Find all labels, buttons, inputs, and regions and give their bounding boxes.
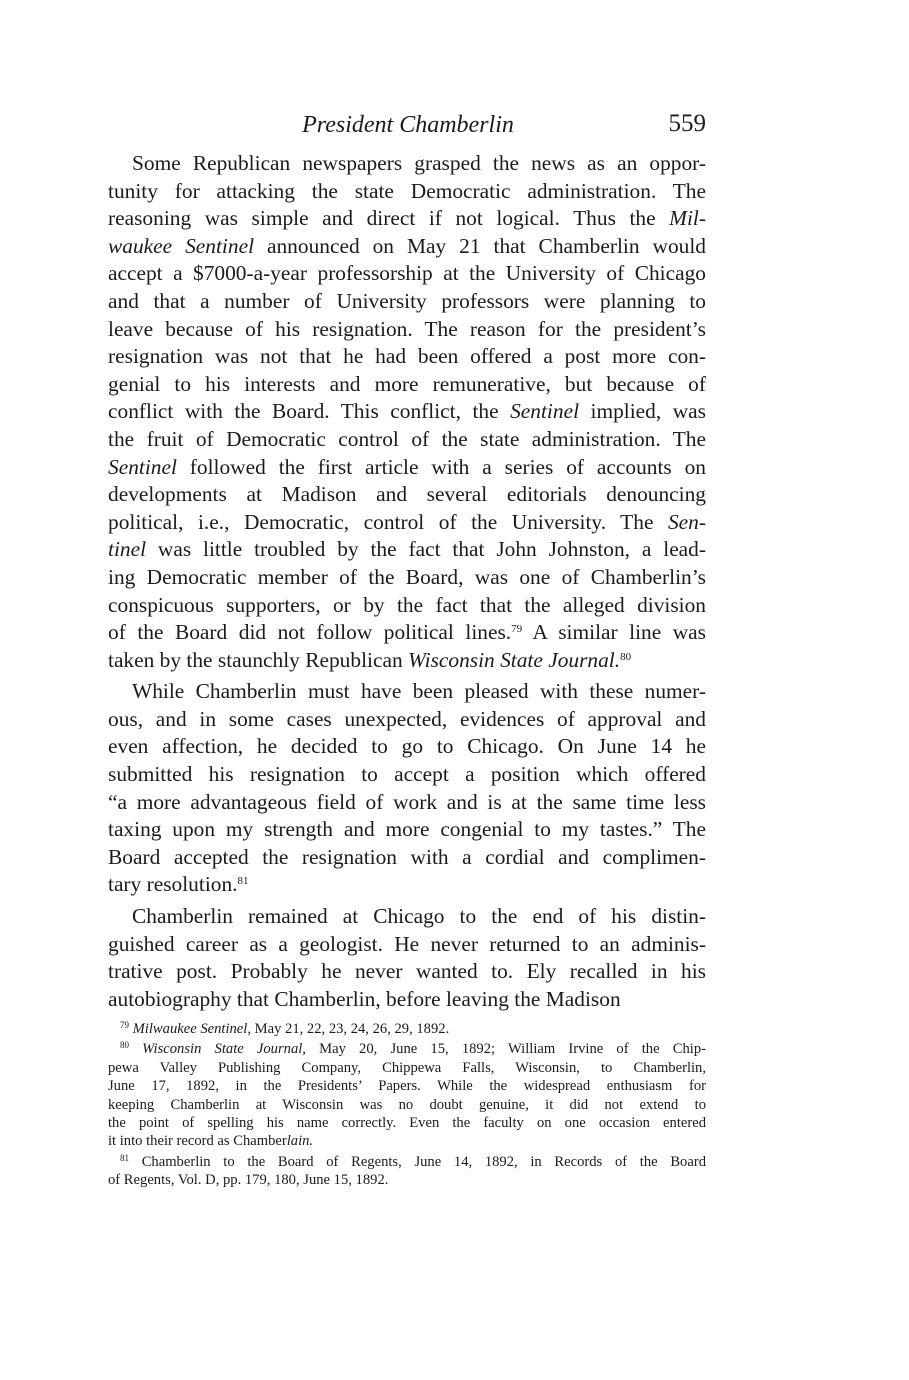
text-line	[108, 647, 706, 675]
text-line	[108, 871, 706, 899]
text-run: conspicuous supporters, or by the fact that the alleged division	[108, 592, 706, 617]
text-run: developments at Madison and several editorials denouncing	[108, 482, 706, 507]
text-run: keeping Chamberlin at Wisconsin was no doubt genuine, it did not extend to	[108, 1096, 706, 1113]
paragraph	[108, 903, 706, 1013]
text-line	[108, 844, 706, 872]
text-line	[108, 178, 706, 206]
text-line	[108, 536, 706, 564]
italic-text: lain.	[286, 1133, 314, 1150]
footnote-line	[108, 1040, 706, 1058]
text-run: autobiography that Chamberlin, before leaving the Madison	[108, 986, 621, 1011]
text-run: reasoning was simple and direct if not logical. Thus the	[108, 206, 670, 231]
text-run: political, i.e., Democratic, control of the University. The	[108, 509, 668, 534]
text-run: tunity for attacking the state Democratic administration. The	[108, 178, 706, 203]
text-run: genial to his interests and more remunerative, but because of	[108, 371, 706, 396]
text-line	[108, 233, 706, 261]
text-run: Chamberlin remained at Chicago to the end of his distin-	[132, 904, 706, 929]
text-line	[108, 592, 706, 620]
italic-text: Sentinel	[108, 454, 177, 479]
text-run: of Regents, Vol. D, pp. 179, 180, June 15, 1892.	[108, 1172, 389, 1189]
text-run: May 21, 22, 23, 24, 26, 29, 1892.	[250, 1021, 450, 1037]
text-line	[108, 343, 706, 371]
text-line	[108, 733, 706, 761]
text-run: resignation was not that he had been offered a post more con-	[108, 344, 706, 369]
text-run: ous, and in some cases unexpected, evidences of approval and	[108, 706, 706, 731]
note-reference: 81	[237, 875, 249, 888]
text-line	[108, 398, 706, 426]
text-run: accept a $7000-a-year professorship at the University of Chicago	[108, 261, 706, 286]
text-line	[108, 509, 706, 537]
text-run: Board accepted the resignation with a cordial and complimen-	[108, 844, 706, 869]
italic-text: Wisconsin State Journal,	[129, 1041, 306, 1058]
text-run: of the Board did not follow political lines.	[108, 620, 512, 645]
text-run: implied, was	[579, 399, 706, 424]
running-head	[108, 110, 708, 144]
page-number: 559	[668, 110, 706, 137]
text-line	[108, 426, 706, 454]
text-run: While Chamberlin must have been pleased with these numer-	[132, 679, 706, 704]
footnote-line	[108, 1096, 706, 1114]
text-line	[108, 481, 706, 509]
footnote-line	[108, 1020, 706, 1038]
text-run: pewa Valley Publishing Company, Chippewa Falls, Wisconsin, to Chamberlin,	[108, 1059, 706, 1076]
footnote-line	[108, 1171, 706, 1189]
text-run: announced on May 21 that Chamberlin would	[254, 233, 706, 258]
footnote-line	[108, 1153, 706, 1171]
text-line	[108, 150, 706, 178]
text-run: tary resolution.	[108, 872, 238, 897]
note-reference: 79	[120, 1020, 129, 1030]
text-run: even affection, he decided to go to Chicago. On June 14 he	[108, 734, 706, 759]
paragraph	[108, 678, 706, 899]
text-run: submitted his resignation to accept a position which offered	[108, 762, 706, 787]
text-run: followed the first article with a series of accounts on	[176, 454, 706, 479]
text-line	[108, 371, 706, 399]
italic-text: Sen-	[667, 509, 706, 534]
text-line	[108, 816, 706, 844]
text-line	[108, 260, 706, 288]
text-line	[108, 958, 706, 986]
note-reference: 81	[120, 1152, 129, 1163]
text-line	[108, 903, 706, 931]
footnote	[108, 1020, 706, 1038]
text-run: trative post. Probably he never wanted to. Ely recalled in his	[108, 959, 706, 984]
text-line	[108, 619, 706, 647]
footnote-line	[108, 1077, 706, 1095]
text-line	[108, 205, 706, 233]
footnote	[108, 1153, 706, 1190]
text-run: it into their record as Chamber	[108, 1133, 287, 1150]
text-run: guished career as a geologist. He never returned to an adminis-	[108, 931, 706, 956]
text-line	[108, 454, 706, 482]
text-run: A similar line was	[522, 620, 706, 645]
footnote	[108, 1040, 706, 1150]
text-run: and that a number of University professors were planning to	[108, 288, 706, 313]
italic-text: Wisconsin State Journal.	[407, 647, 621, 672]
italic-text: Mil-	[669, 206, 706, 231]
footnote-line	[108, 1114, 706, 1132]
text-line	[108, 789, 706, 817]
note-reference: 79	[511, 623, 523, 636]
text-run: taxing upon my strength and more congenial to my tastes.” The	[108, 817, 706, 842]
text-run: was little troubled by the fact that John Johnston, a lead-	[146, 537, 706, 562]
text-run: May 20, June 15, 1892; William Irvine of the Chip-	[305, 1041, 706, 1058]
footnote-line	[108, 1059, 706, 1077]
body-text	[108, 150, 706, 1013]
text-line	[108, 316, 706, 344]
text-run: June 17, 1892, in the Presidents’ Papers. While the widespread enthusiasm for	[108, 1078, 706, 1095]
text-line	[108, 564, 706, 592]
text-run: the point of spelling his name correctly. Even the faculty on one occasion entered	[108, 1114, 706, 1131]
text-line	[108, 761, 706, 789]
running-title: President Chamberlin	[302, 112, 514, 138]
text-run: Some Republican newspapers grasped the news as an oppor-	[132, 151, 706, 175]
text-line	[108, 706, 706, 734]
note-reference: 80	[120, 1040, 129, 1051]
italic-text: Sentinel	[510, 399, 580, 424]
italic-text: waukee Sentinel	[108, 233, 255, 258]
note-reference: 80	[620, 650, 632, 663]
text-run: Chamberlin to the Board of Regents, June 14, 1892, in Records of the Board	[129, 1153, 706, 1170]
text-run: leave because of his resignation. The reason for the president’s	[108, 316, 706, 341]
text-run: taken by the staunchly Republican	[108, 647, 408, 672]
text-run: “a more advantageous field of work and is at the same time less	[108, 789, 706, 814]
text-line	[108, 931, 706, 959]
text-line	[108, 986, 706, 1014]
text-run: the fruit of Democratic control of the state administration. The	[108, 426, 706, 451]
paragraph	[108, 150, 706, 674]
text-run: ing Democratic member of the Board, was one of Chamberlin’s	[108, 564, 706, 589]
text-line	[108, 678, 706, 706]
text-run: conflict with the Board. This conflict, the	[108, 399, 511, 424]
footnote-line	[108, 1132, 706, 1150]
footnotes	[108, 1020, 706, 1190]
text-line	[108, 288, 706, 316]
italic-text: Milwaukee Sentinel,	[129, 1021, 251, 1037]
italic-text: tinel	[108, 537, 147, 562]
